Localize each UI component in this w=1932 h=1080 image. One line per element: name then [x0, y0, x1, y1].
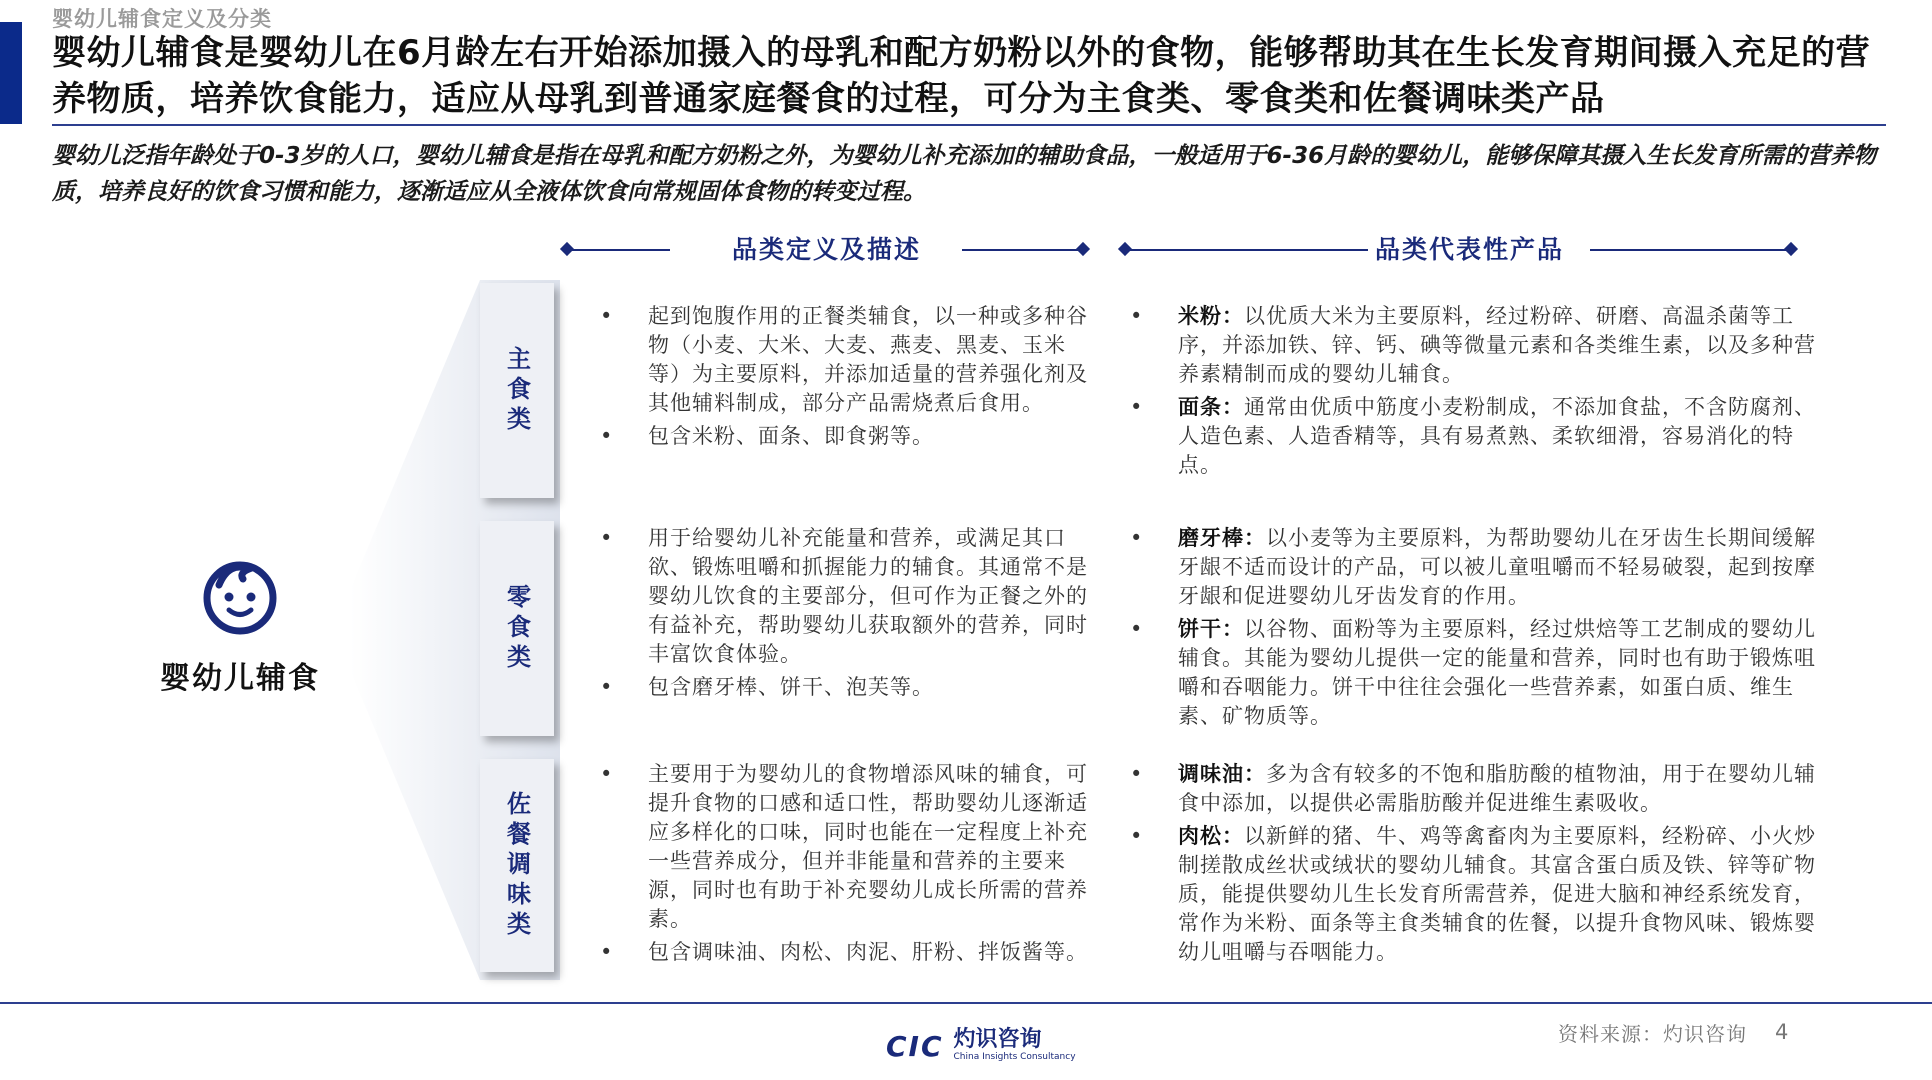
- column-header-products: [1120, 230, 1798, 270]
- hub-label: 婴幼儿辅食: [160, 661, 320, 696]
- breadcrumb: 婴幼儿辅食定义及分类: [52, 7, 272, 31]
- list-item: • 主要用于为婴幼儿的食物增添风味的辅食，可提升食物的口感和适口性，帮助婴幼儿逐渐适应多样化的口味，同时也能在一定程度上补充一些营养成分，但并非能量和营养的主要来源，同时也有助于补充婴幼儿成长所需的营养素。: [590, 760, 1090, 934]
- list-item: • 包含磨牙棒、饼干、泡芙等。: [590, 673, 1090, 702]
- column-header-definition: [562, 230, 1090, 270]
- page-title: 婴幼儿辅食是婴幼儿在6月龄左右开始添加摄入的母乳和配方奶粉以外的食物，能够帮助其在生长发育期间摄入充足的营养物质，培养饮食能力，适应从母乳到普通家庭餐食的过程，可分为主食类、零食类和佐餐调味类产品: [52, 33, 1871, 119]
- footer-divider: [0, 1002, 1932, 1004]
- product-text: 以谷物、面粉等为主要原料，经过烘焙等工艺制成的婴幼儿辅食。其能为婴幼儿提供一定的能量和营养，同时也有助于锻炼咀嚼和吞咽能力。饼干中往往会强化一些营养素，如蛋白质、维生素、矿物质等。: [1178, 617, 1816, 728]
- column-label-products: 品类代表性产品: [1375, 235, 1565, 264]
- product-name: 肉松：: [1178, 824, 1244, 848]
- category-description: [590, 760, 1090, 971]
- product-text: 以小麦等为主要原料，为帮助婴幼儿在牙齿生长期间缓解牙龈不适而设计的产品，可以被儿童咀嚼而不轻易破裂，起到按摩牙龈和促进婴幼儿牙齿发育的作用。: [1178, 526, 1816, 608]
- category-label: 佐餐调味类: [502, 790, 531, 941]
- list-item: [1120, 615, 1820, 731]
- product-name: 调味油：: [1178, 762, 1266, 786]
- page-number: 4: [1775, 1020, 1789, 1044]
- product-name: 磨牙棒：: [1178, 526, 1266, 550]
- header-line: [1590, 249, 1790, 251]
- column-label-definition: 品类定义及描述: [732, 235, 922, 264]
- hub: [140, 555, 340, 697]
- list-item: [1120, 822, 1820, 967]
- category-box-snack: [480, 521, 554, 736]
- company-logo: [886, 1026, 1076, 1066]
- product-text: 多为含有较多的不饱和脂肪酸的植物油，用于在婴幼儿辅食中添加，以提供必需脂肪酸并促进维生素吸收。: [1178, 762, 1816, 815]
- diamond-marker: [1784, 242, 1798, 256]
- list-item: [1120, 760, 1820, 818]
- source-note: 资料来源：灼识咨询: [1558, 1022, 1747, 1046]
- logo-english-name: China Insights Consultancy: [953, 1052, 1076, 1062]
- title-divider: [52, 124, 1886, 126]
- category-description: [590, 524, 1090, 706]
- category-products: [1120, 524, 1820, 735]
- header-line: [962, 249, 1082, 251]
- diamond-marker: [1076, 242, 1090, 256]
- list-item: • 包含米粉、面条、即食粥等。: [590, 422, 1090, 451]
- category-box-condiment: [480, 759, 554, 972]
- product-text: 通常由优质中筋度小麦粉制成，不添加食盐，不含防腐剂、人造色素、人造香精等，具有易煮熟、柔软细滑，容易消化的特点。: [1178, 395, 1816, 477]
- category-products: [1120, 760, 1820, 971]
- list-item: [1120, 302, 1820, 389]
- header-line: [1128, 249, 1368, 251]
- category-label: 主食类: [502, 345, 531, 436]
- baby-face-icon: [199, 555, 281, 637]
- logo-chinese-name: 灼识咨询: [953, 1027, 1042, 1052]
- header-line: [570, 249, 670, 251]
- list-item: [1120, 393, 1820, 480]
- category-box-staple: [480, 283, 554, 498]
- list-item: • 起到饱腹作用的正餐类辅食，以一种或多种谷物（小麦、大米、大麦、燕麦、黑麦、玉米等）为主要原料，并添加适量的营养强化剂及其他辅料制成，部分产品需烧煮后食用。: [590, 302, 1090, 418]
- product-name: 饼干：: [1178, 617, 1244, 641]
- list-item: • 包含调味油、肉松、肉泥、肝粉、拌饭酱等。: [590, 938, 1090, 967]
- list-item: [1120, 524, 1820, 611]
- accent-bar: [0, 22, 22, 124]
- product-text: 以新鲜的猪、牛、鸡等禽畜肉为主要原料，经粉碎、小火炒制搓散成丝状或绒状的婴幼儿辅食。其富含蛋白质及铁、锌等矿物质，能提供婴幼儿生长发育所需营养，促进大脑和神经系统发育，常作为米粉、面条等主食类辅食的佐餐，以提升食物风味、锻炼婴幼儿咀嚼与吞咽能力。: [1178, 824, 1816, 964]
- logo-mark: CIC: [886, 1029, 944, 1063]
- category-description: [590, 302, 1090, 455]
- list-item: • 用于给婴幼儿补充能量和营养，或满足其口欲、锻炼咀嚼和抓握能力的辅食。其通常不是婴幼儿饮食的主要部分，但可作为正餐之外的有益补充，帮助婴幼儿获取额外的营养，同时丰富饮食体验。: [590, 524, 1090, 669]
- logo-text: [954, 1029, 1076, 1063]
- product-name: 米粉：: [1178, 304, 1244, 328]
- category-label: 零食类: [502, 583, 531, 674]
- category-products: [1120, 302, 1820, 484]
- product-text: 以优质大米为主要原料，经过粉碎、研磨、高温杀菌等工序，并添加铁、锌、钙、碘等微量元素和各类维生素，以及多种营养素精制而成的婴幼儿辅食。: [1178, 304, 1816, 386]
- product-name: 面条：: [1178, 395, 1244, 419]
- page-subtitle: 婴幼儿泛指年龄处于0-3岁的人口，婴幼儿辅食是指在母乳和配方奶粉之外，为婴幼儿补充添加的辅助食品，一般适用于6-36月龄的婴幼儿，能够保障其摄入生长发育所需的营养物质，培养良好的饮食习惯和能力，逐渐适应从全液体饮食向常规固体食物的转变过程。: [52, 143, 1877, 205]
